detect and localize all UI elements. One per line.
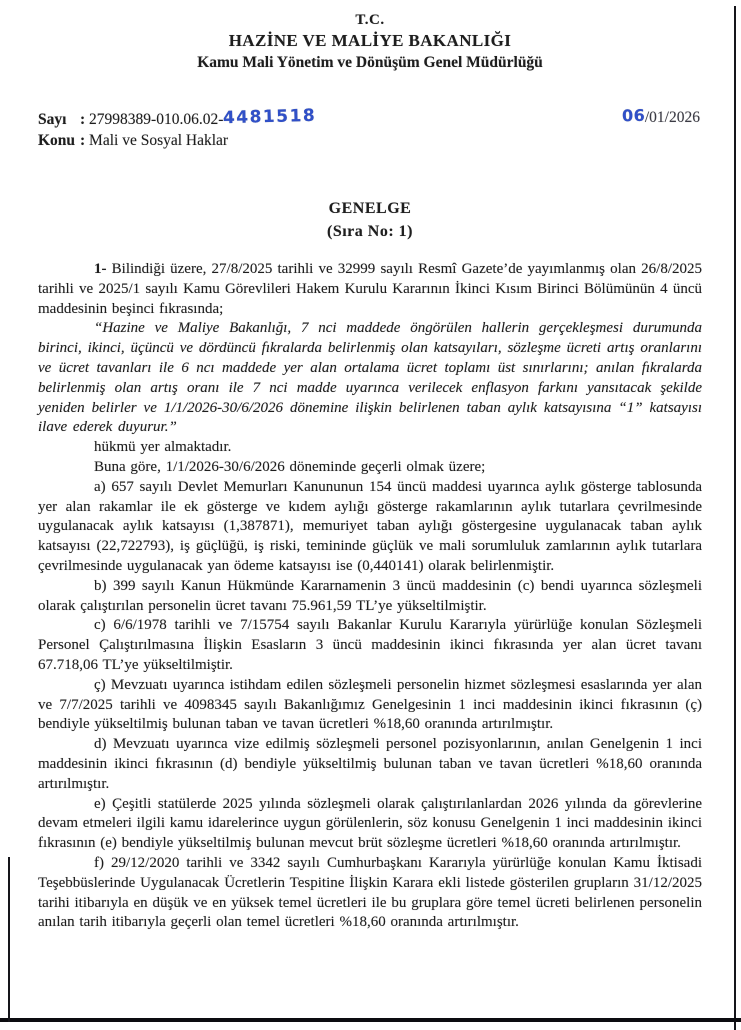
date-printed: /01/2026	[644, 109, 700, 126]
letterhead	[38, 0, 702, 72]
quoted-provision: “Hazine ve Maliye Bakanlığı, 7 nci maddede öngörülen hallerin gerçekleşmesi durumunda birinci, ikinci, üçüncü ve dördüncü fıkralarda belirlenmiş olan katsayıları, sözleşme ücreti artış oranlarını ve ücret tavanları ile 6 ncı maddede yer alan ortalama ücret toplamı üst sınırlarını; anılan fıkralarda belirlenmiş olan artış oranı ile 7 nci madde uyarınca verilecek enflasyon farkını yansıtacak şekilde yeniden belirler ve 1/1/2026-30/6/2026 dönemine ilişkin belirlenen taban aylık katsayısına “1” katsayısı ilave ederek duyurur.”	[38, 320, 702, 436]
item-c: c) 6/6/1978 tarihli ve 7/15754 sayılı Bakanlar Kurulu Kararıyla yürürlüğe konulan Sözleşmeli Personel Çalıştırılmasına İlişkin Esasların 3 üncü maddesinin ikinci fıkrasında yer alan ücret tavanı 67.718,06 TL’ye yükseltilmiştir.	[38, 617, 702, 673]
circular-number-line: (Sıra No: 1)	[327, 223, 413, 240]
item-b: b) 399 sayılı Kanun Hükmünde Kararnamenin 3 üncü maddesinin (c) bendi uyarınca sözleşmeli olarak çalıştırılan personelin ücret tavanı 75.961,59 TL’ye yükseltilmiştir.	[38, 577, 702, 614]
scan-border-left	[8, 857, 10, 1022]
paragraph-after-quote: hükmü yer almaktadır.	[94, 439, 232, 456]
konu-value: Mali ve Sosyal Haklar	[89, 132, 229, 149]
item-cc: ç) Mevzuatı uyarınca istihdam edilen sözleşmeli personelin hizmet sözleşmesi esaslarında yer alan ve 7/7/2025 tarihli ve 4098345 sayılı Bakanlığımız Genelgesinin 1 inci maddesinin ikinci fıkrasının (ç) bendiyle yükseltilmiş bulunan taban ve tavan ücretleri %18,60 oranında artırılmıştır.	[38, 676, 702, 733]
date-day-handwritten: 06	[621, 105, 646, 126]
sayi-label: Sayı	[38, 111, 67, 128]
sayi-row	[38, 105, 702, 130]
item-a: a) 657 sayılı Devlet Memurları Kanununun 154 üncü maddesi uyarınca aylık gösterge tablosunda yer alan rakamlar ile ek gösterge ve kıdem aylığı gösterge rakamlarının aylık tutarlara çevrilmesinde uygulanacak aylık katsayısı (1,387871), memuriyet taban aylığı göstergesine uygulanacak taban aylık katsayısı (22,722793), iş güçlüğü, iş riski, temininde güçlük ve mali sorumluluk zamlarının aylık tutarlara çevrilmesinde uygulanacak yan ödeme katsayısı ise (0,440141) olarak belirlenmiştir.	[38, 478, 702, 574]
letterhead-republic: T.C.	[355, 12, 385, 28]
sayi-number-printed: 27998389-010.06.02-	[89, 111, 224, 128]
scan-border-right	[734, 6, 736, 1030]
paragraph-intro: Buna göre, 1/1/2026-30/6/2026 döneminde geçerli olmak üzere;	[94, 458, 486, 475]
scan-border-bottom	[0, 1018, 741, 1022]
paragraph-1-text: Bilindiği üzere, 27/8/2025 tarihli ve 32999 sayılı Resmî Gazete’de yayımlanmış olan 26/8/2025 tarihli ve 2025/1 sayılı Kamu Görevlileri Hakem Kurulu Kararının İkinci Kısım Birinci Bölümünün 4 üncü maddesinin beşinci fıkrasında;	[38, 261, 702, 317]
sayi-number-handwritten: 4481518	[223, 105, 317, 129]
document-page	[38, 0, 702, 933]
document-body	[38, 260, 702, 933]
konu-label: Konu	[38, 132, 76, 149]
konu-colon: :	[80, 132, 86, 149]
circular-title	[38, 197, 702, 243]
paragraph-1-number: 1-	[94, 261, 107, 277]
letterhead-ministry: HAZİNE VE MALİYE BAKANLIĞI	[228, 31, 512, 50]
document-meta	[38, 105, 702, 151]
item-f: f) 29/12/2020 tarihli ve 3342 sayılı Cumhurbaşkanı Kararıyla yürürlüğe konulan Kamu İktisadi Teşebbüslerinde Uygulanacak Ücretlerin Tespitine İlişkin Karara ekli listede gösterilen grupların 31/12/2025 tarihi itibarıyla en düşük ve en yüksek temel ücretleri ile bu gruplara göre temel ücreti belirlenen personelin anılan tarih itibarıyla geçerli olan temel ücretleri %18,60 oranında artırılmıştır.	[38, 854, 702, 931]
item-d: d) Mevzuatı uyarınca vize edilmiş sözleşmeli personel pozisyonlarının, anılan Genelgenin 1 inci maddesinin ikinci fıkrasının (d) bendiyle yükseltilmiş bulunan taban ve tavan ücretleri %18,60 oranında artırılmıştır.	[38, 736, 702, 792]
circular-title-line: GENELGE	[328, 200, 412, 217]
paragraph-1	[38, 260, 702, 319]
item-e: e) Çeşitli statülerde 2025 yılında sözleşmeli olarak çalıştırılanlardan 2026 yılında da görevlerine devam etmeleri ilgili kamu idarelerince uygun görülenlerin, söz konusu Genelgenin 1 inci maddesinin ikinci fıkrasının (e) bendiyle yükseltilmiş bulunan mevcut brüt sözleşme ücretleri %18,60 oranında artırılmıştır.	[38, 795, 702, 852]
letterhead-directorate: Kamu Mali Yönetim ve Dönüşüm Genel Müdürlüğü	[197, 54, 543, 71]
konu-row	[38, 130, 702, 151]
document-date	[622, 107, 700, 127]
sayi-colon: :	[80, 111, 86, 128]
